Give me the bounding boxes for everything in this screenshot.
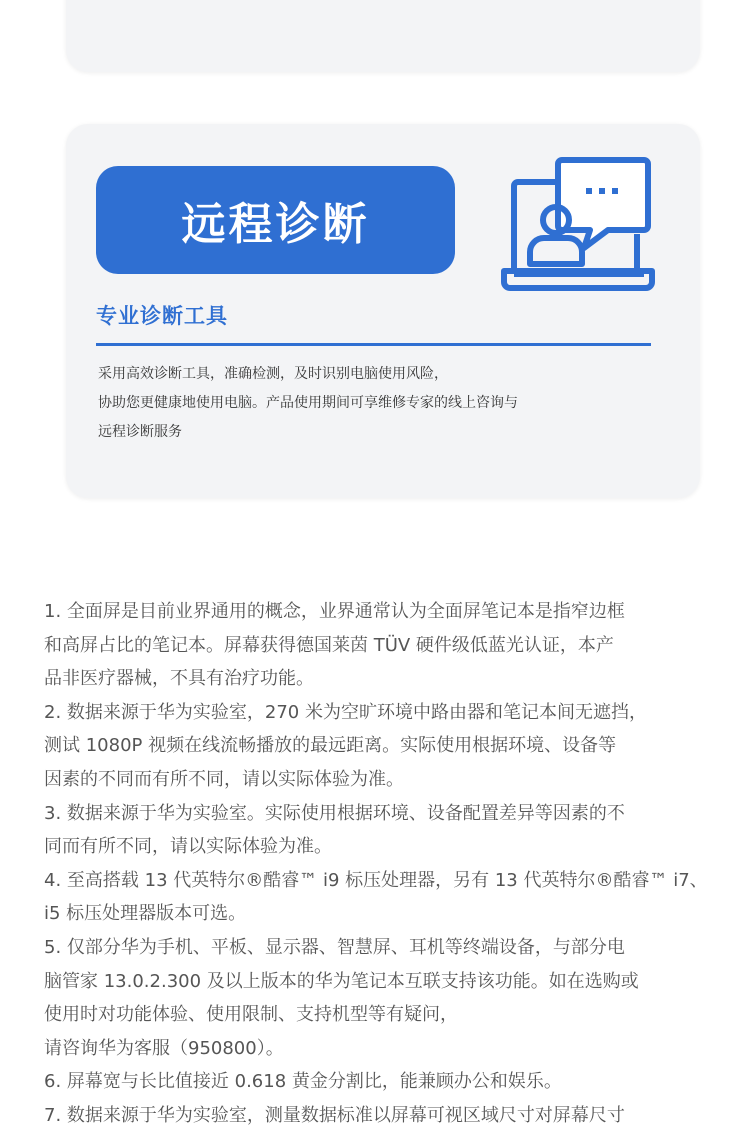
footnote-line: i5 标压处理器版本可选。 bbox=[44, 903, 247, 925]
footnote-line: 4. 至高搭载 13 代英特尔®酷睿™ i9 标压处理器，另有 13 代英特尔®酷睿™ i7、 bbox=[44, 869, 708, 891]
footnote-line: 和高屏占比的笔记本。屏幕获得德国莱茵 TÜV 硬件级低蓝光认证，本产 bbox=[44, 634, 614, 656]
feature-subtitle: 专业诊断工具 bbox=[96, 304, 228, 328]
feature-title: 远程诊断 bbox=[181, 199, 370, 250]
footnote-line: 脑管家 13.0.2.300 及以上版本的华为笔记本互联支持该功能。如在选购或 bbox=[44, 970, 639, 992]
remote-diagnosis-laptop-icon bbox=[500, 150, 658, 296]
footnote-line: 7. 数据来源于华为实验室，测量数据标准以屏幕可视区域尺寸对屏幕尺寸 bbox=[44, 1104, 625, 1126]
footnote-line: 1. 全面屏是目前业界通用的概念，业界通常认为全面屏笔记本是指窄边框 bbox=[44, 601, 625, 622]
footnote-line: 同而有所不同，请以实际体验为准。 bbox=[44, 836, 332, 858]
footnote-line: 3. 数据来源于华为实验室。实际使用根据环境、设备配置差异等因素的不 bbox=[44, 802, 625, 824]
footnote-line: 5. 仅部分华为手机、平板、显示器、智慧屏、耳机等终端设备，与部分电 bbox=[44, 936, 625, 958]
footnote-line: 使用时对功能体验、使用限制、支持机型等有疑问， bbox=[44, 1004, 458, 1026]
footnote-line: 测试 1080P 视频在线流畅播放的最远距离。实际使用根据环境、设备等 bbox=[44, 735, 617, 757]
footnote-line: 品非医疗器械，不具有治疗功能。 bbox=[44, 668, 314, 690]
feature-title-banner bbox=[96, 166, 455, 274]
footnote-line: 请咨询华为客服（950800）。 bbox=[44, 1037, 284, 1059]
feature-description bbox=[98, 360, 658, 447]
footnotes bbox=[44, 595, 734, 1133]
subtitle-divider bbox=[96, 343, 651, 346]
previous-feature-card bbox=[66, 0, 700, 72]
footnote-line: 因素的不同而有所不同，请以实际体验为准。 bbox=[44, 768, 404, 790]
description-line: 远程诊断服务 bbox=[98, 424, 182, 440]
footnote-line: 6. 屏幕宽与长比值接近 0.618 黄金分割比，能兼顾办公和娱乐。 bbox=[44, 1071, 562, 1093]
description-line: 协助您更健康地使用电脑。产品使用期间可享维修专家的线上咨询与 bbox=[98, 395, 518, 411]
description-line: 采用高效诊断工具，准确检测，及时识别电脑使用风险， bbox=[98, 366, 448, 382]
footnote-line: 2. 数据来源于华为实验室，270 米为空旷环境中路由器和笔记本间无遮挡， bbox=[44, 701, 647, 723]
